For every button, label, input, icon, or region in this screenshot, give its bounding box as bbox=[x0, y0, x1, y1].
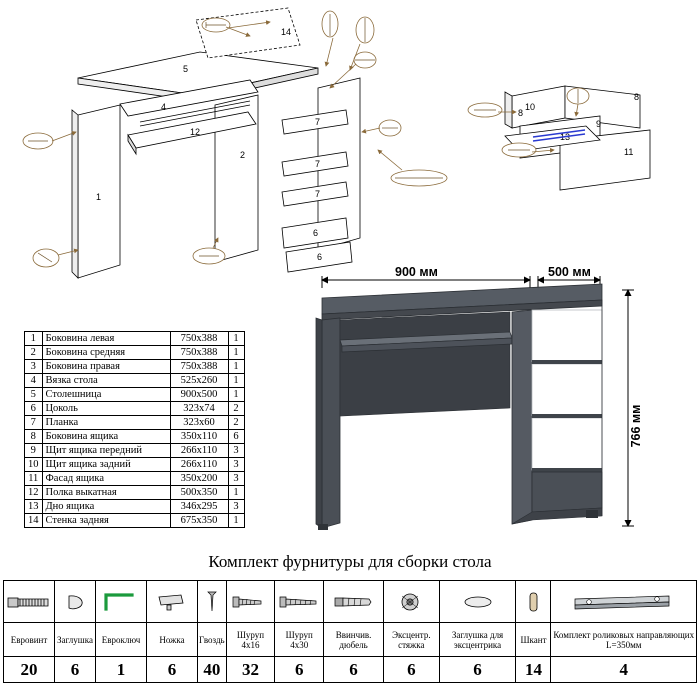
hardware-count: 40 bbox=[198, 657, 227, 683]
svg-text:14: 14 bbox=[281, 27, 292, 37]
table-row: 5 Столешница 900x500 1 bbox=[25, 388, 245, 402]
hardware-icon-cell bbox=[439, 581, 516, 623]
hardware-label: Еврoвинт bbox=[4, 623, 55, 657]
hardware-count: 1 bbox=[96, 657, 147, 683]
hardware-icon-cell bbox=[551, 581, 697, 623]
desk-kneehole bbox=[340, 312, 510, 416]
desk-foot-right bbox=[586, 510, 598, 518]
hardware-icon-cell bbox=[516, 581, 551, 623]
hardware-count: 6 bbox=[324, 657, 384, 683]
table-row: 1 Боковина левая 750x388 1 bbox=[25, 332, 245, 346]
eccentric-cap-icon bbox=[453, 587, 503, 617]
desk-pedestal-base bbox=[532, 472, 602, 512]
hardware-label: Заглушка bbox=[55, 623, 96, 657]
desk-left-panel bbox=[316, 318, 340, 528]
table-row: 14 Стенка задняя 675x350 1 bbox=[25, 514, 245, 528]
desk-right-pedestal bbox=[512, 310, 532, 524]
table-row: 11 Фасад ящика 350x200 3 bbox=[25, 472, 245, 486]
svg-text:10: 10 bbox=[525, 102, 536, 112]
hardware-label: Гвоздь bbox=[198, 623, 227, 657]
hardware-count: 14 bbox=[516, 657, 551, 683]
table-row: 13 Дно ящика 346x295 3 bbox=[25, 500, 245, 514]
desk-drawer-fronts bbox=[532, 310, 602, 470]
svg-text:7: 7 bbox=[315, 159, 321, 169]
svg-text:9: 9 bbox=[596, 119, 602, 129]
hardware-label: Эксцентр. стяжка bbox=[384, 623, 440, 657]
hardware-count: 6 bbox=[384, 657, 440, 683]
table-row: 12 Полка выкатная 500x350 1 bbox=[25, 486, 245, 500]
dimension-depth-label: 500 мм bbox=[548, 265, 591, 279]
hardware-count: 6 bbox=[439, 657, 516, 683]
screw-4x16-icon bbox=[227, 587, 273, 617]
drawer-front-middle bbox=[532, 364, 602, 416]
hardware-count: 20 bbox=[4, 657, 55, 683]
hardware-kit-table bbox=[3, 580, 697, 683]
hardware-label: Шуруп 4х30 bbox=[275, 623, 324, 657]
drawer-front-bottom bbox=[532, 418, 602, 470]
hardware-icon-cell bbox=[96, 581, 147, 623]
table-row: 10 Щит ящика задний 266x110 3 bbox=[25, 458, 245, 472]
table-row: 7 Планка 323x60 2 bbox=[25, 416, 245, 430]
hardware-icon-cell bbox=[147, 581, 198, 623]
hardware-label: Комплект роликовых направляющих L=350мм bbox=[551, 623, 697, 657]
screw-4x30-icon bbox=[276, 587, 322, 617]
svg-text:8: 8 bbox=[634, 92, 640, 102]
hardware-section-title: Комплект фурнитуры для сборки стола bbox=[208, 552, 492, 571]
hardware-label: Ножка bbox=[147, 623, 198, 657]
svg-text:5: 5 bbox=[183, 64, 189, 74]
table-row: 4 Вязка стола 525x260 1 bbox=[25, 374, 245, 388]
hardware-icon-cell bbox=[324, 581, 384, 623]
desk-foot-left bbox=[318, 524, 328, 530]
hardware-icon-cell bbox=[4, 581, 55, 623]
hardware-count: 6 bbox=[275, 657, 324, 683]
hardware-icon-cell bbox=[55, 581, 96, 623]
parts-list-body bbox=[25, 332, 245, 528]
assembled-desk-render bbox=[300, 258, 700, 548]
exploded-view-diagram bbox=[0, 0, 700, 280]
eccentric-tie-icon bbox=[391, 587, 431, 617]
nail-icon bbox=[199, 587, 225, 617]
hardware-icon-cell bbox=[198, 581, 227, 623]
svg-text:4: 4 bbox=[161, 102, 167, 112]
hardware-count: 6 bbox=[55, 657, 96, 683]
hardware-icons-row bbox=[4, 581, 697, 623]
hardware-count: 32 bbox=[226, 657, 275, 683]
dimension-width-label: 900 мм bbox=[395, 265, 438, 279]
svg-text:6: 6 bbox=[317, 252, 323, 262]
hardware-icon-cell bbox=[275, 581, 324, 623]
hardware-count: 6 bbox=[147, 657, 198, 683]
hardware-count: 4 bbox=[551, 657, 697, 683]
svg-text:2: 2 bbox=[240, 150, 246, 160]
dimension-height-label: 766 мм bbox=[629, 404, 643, 448]
hardware-labels-row bbox=[4, 623, 697, 657]
hardware-label: Заглушка для эксцентрика bbox=[439, 623, 516, 657]
svg-text:12: 12 bbox=[190, 127, 201, 137]
svg-text:7: 7 bbox=[315, 117, 321, 127]
hardware-icon-cell bbox=[384, 581, 440, 623]
screw-in-dowel-icon bbox=[329, 587, 379, 617]
hardware-label: Шкант bbox=[516, 623, 551, 657]
table-row: 9 Щит ящика передний 266x110 3 bbox=[25, 444, 245, 458]
hardware-label: Шуруп 4х16 bbox=[226, 623, 275, 657]
table-row: 8 Боковина ящика 350x110 6 bbox=[25, 430, 245, 444]
svg-text:11: 11 bbox=[624, 147, 634, 157]
euro-screw-icon bbox=[4, 587, 54, 617]
cap-icon bbox=[55, 587, 95, 617]
dowel-icon bbox=[516, 587, 550, 617]
svg-text:6: 6 bbox=[313, 228, 319, 238]
foot-icon bbox=[147, 587, 197, 617]
hardware-counts-row bbox=[4, 657, 697, 683]
hardware-icon-cell bbox=[226, 581, 275, 623]
svg-text:8: 8 bbox=[518, 108, 524, 118]
euro-key-icon bbox=[96, 587, 146, 617]
table-row: 2 Боковина средняя 750x388 1 bbox=[25, 346, 245, 360]
svg-text:13: 13 bbox=[560, 132, 571, 142]
svg-text:7: 7 bbox=[315, 189, 321, 199]
table-row: 6 Цоколь 323x74 2 bbox=[25, 402, 245, 416]
drawer-slide-icon bbox=[569, 587, 679, 617]
hardware-label: Евроключ bbox=[96, 623, 147, 657]
parts-list-table bbox=[24, 331, 245, 528]
hardware-label: Ввинчив. дюбель bbox=[324, 623, 384, 657]
svg-text:1: 1 bbox=[96, 192, 102, 202]
table-row: 3 Боковина правая 750x388 1 bbox=[25, 360, 245, 374]
drawer-front-top bbox=[532, 310, 602, 362]
